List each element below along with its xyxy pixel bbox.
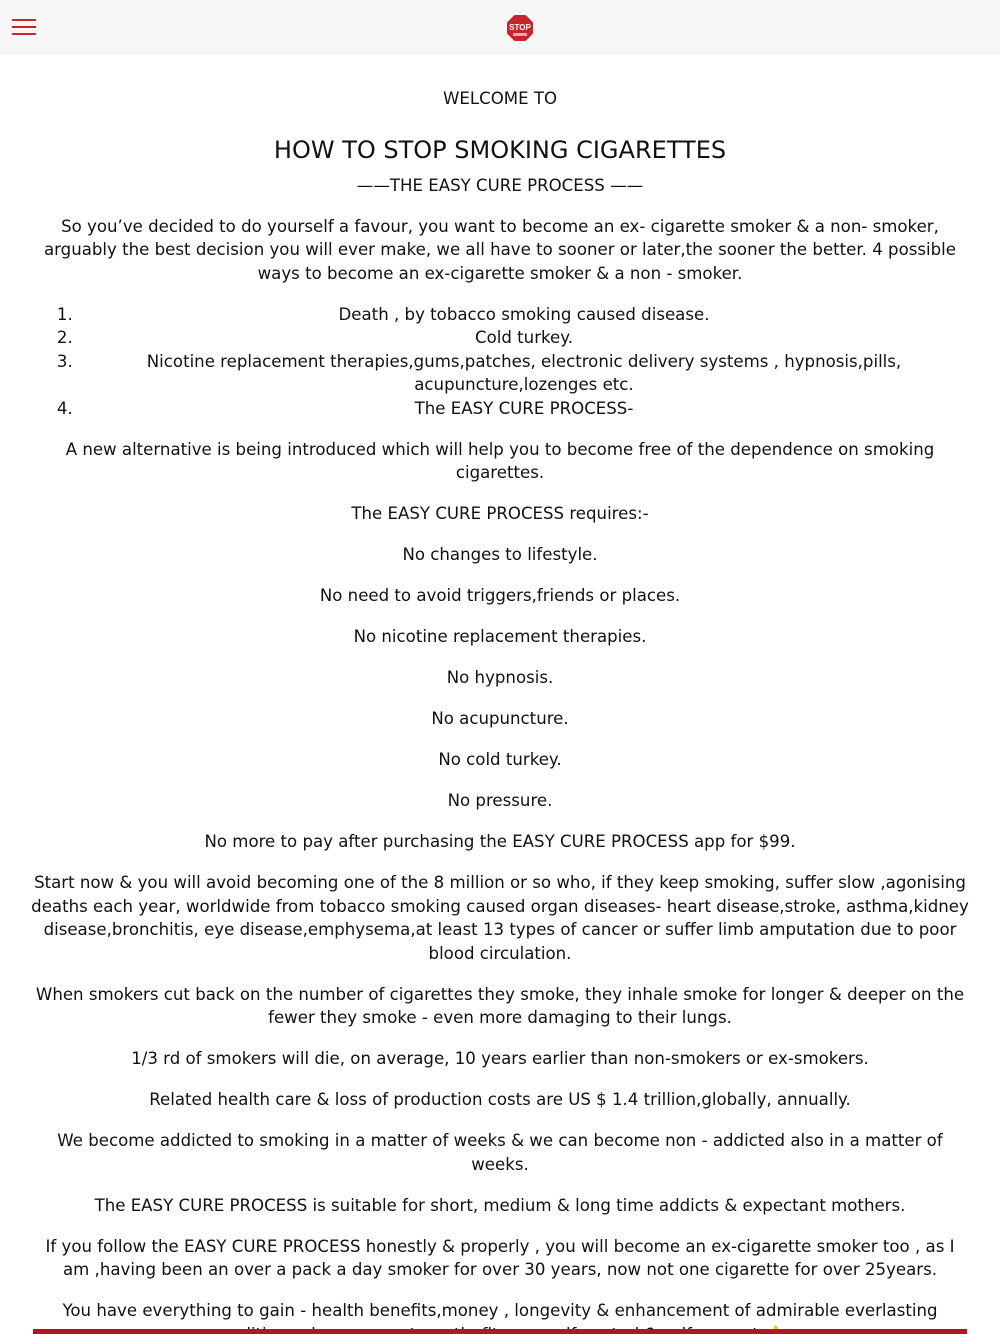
- hamburger-menu-icon[interactable]: [12, 19, 36, 36]
- requirement-item: No acupuncture.: [431, 709, 569, 728]
- requirement-item: No hypnosis.: [446, 668, 554, 687]
- body-paragraph: We become addicted to smoking in a matter of weeks & we can become non - addicted also in a matter of weeks.: [57, 1131, 943, 1174]
- price-paragraph: No more to pay after purchasing the EASY CURE PROCESS app for $99.: [204, 832, 796, 851]
- body-paragraph: When smokers cut back on the number of cigarettes they smoke, they inhale smoke for longer & deeper on the fewer they smoke - even more damaging to their lungs.: [35, 984, 965, 1027]
- requirement-item: No changes to lifestyle.: [402, 545, 598, 564]
- body-paragraph: Related health care & loss of production costs are US $ 1.4 trillion,globally, annually.: [149, 1090, 851, 1109]
- page-title: HOW TO STOP SMOKING CIGARETTES: [273, 135, 727, 164]
- stop-sign-logo[interactable]: [506, 14, 534, 42]
- list-item: 1. Death , by tobacco smoking caused disease.: [78, 303, 970, 327]
- requirement-item: No cold turkey.: [438, 750, 562, 769]
- requires-heading: The EASY CURE PROCESS requires:-: [351, 504, 649, 523]
- requirement-item: No pressure.: [447, 791, 553, 810]
- welcome-text: WELCOME TO: [442, 89, 558, 108]
- body-paragraph: 1/3 rd of smokers will die, on average, 10 years earlier than non-smokers or ex-smokers.: [131, 1049, 869, 1068]
- menu-line: [12, 33, 36, 35]
- closing-paragraph: You have everything to gain - health benefits,money , longevity & enhancement of admirable everlasting: [62, 1301, 938, 1320]
- logo-text: STOP: [509, 23, 531, 32]
- ways-list: [30, 303, 970, 421]
- body-paragraph: If you follow the EASY CURE PROCESS honestly & properly , you will become an ex-cigarette smoker too , as I am ,having been an over a pack a day smoker for over 30 years, now not one cigarette for over 25years.: [45, 1236, 955, 1279]
- stop-sign-icon: [506, 14, 534, 42]
- body-paragraph: Start now & you will avoid becoming one of the 8 million or so who, if they keep smoking, suffer slow ,agonising deaths each year, worldwide from tobacco smoking caused organ diseases- heart disease,stroke, asthma,kidney disease,bronchitis, eye disease,emphysema,at least 13 types of cancer or suffer limb amputation due to poor blood circulation.: [31, 873, 969, 963]
- list-item: 2. Cold turkey.: [78, 326, 970, 350]
- requirement-item: No nicotine replacement therapies.: [353, 627, 647, 646]
- main-content: [30, 84, 970, 1334]
- bottom-accent-bar: [33, 1329, 967, 1334]
- list-item: 3. Nicotine replacement therapies,gums,patches, electronic delivery systems , hypnosis,pills, acupuncture,lozenges etc.: [78, 350, 970, 397]
- menu-line: [12, 26, 36, 28]
- body-paragraph: The EASY CURE PROCESS is suitable for short, medium & long time addicts & expectant mothers.: [94, 1195, 906, 1215]
- subtitle: ——THE EASY CURE PROCESS ——: [356, 175, 644, 195]
- intro-paragraph: So you’ve decided to do yourself a favour, you want to become an ex- cigarette smoker & a non- smoker, arguably the best decision you will ever make, we all have to sooner or later,the sooner the better. 4 possible ways to become an ex-cigarette smoker & a non - smoker.: [43, 216, 956, 283]
- top-bar: [0, 0, 1000, 55]
- requirement-item: No need to avoid triggers,friends or places.: [319, 586, 681, 605]
- list-item: 4. The EASY CURE PROCESS-: [78, 397, 970, 421]
- alternative-paragraph: A new alternative is being introduced which will help you to become free of the dependence on smoking cigarettes.: [65, 439, 935, 482]
- menu-line: [12, 19, 36, 21]
